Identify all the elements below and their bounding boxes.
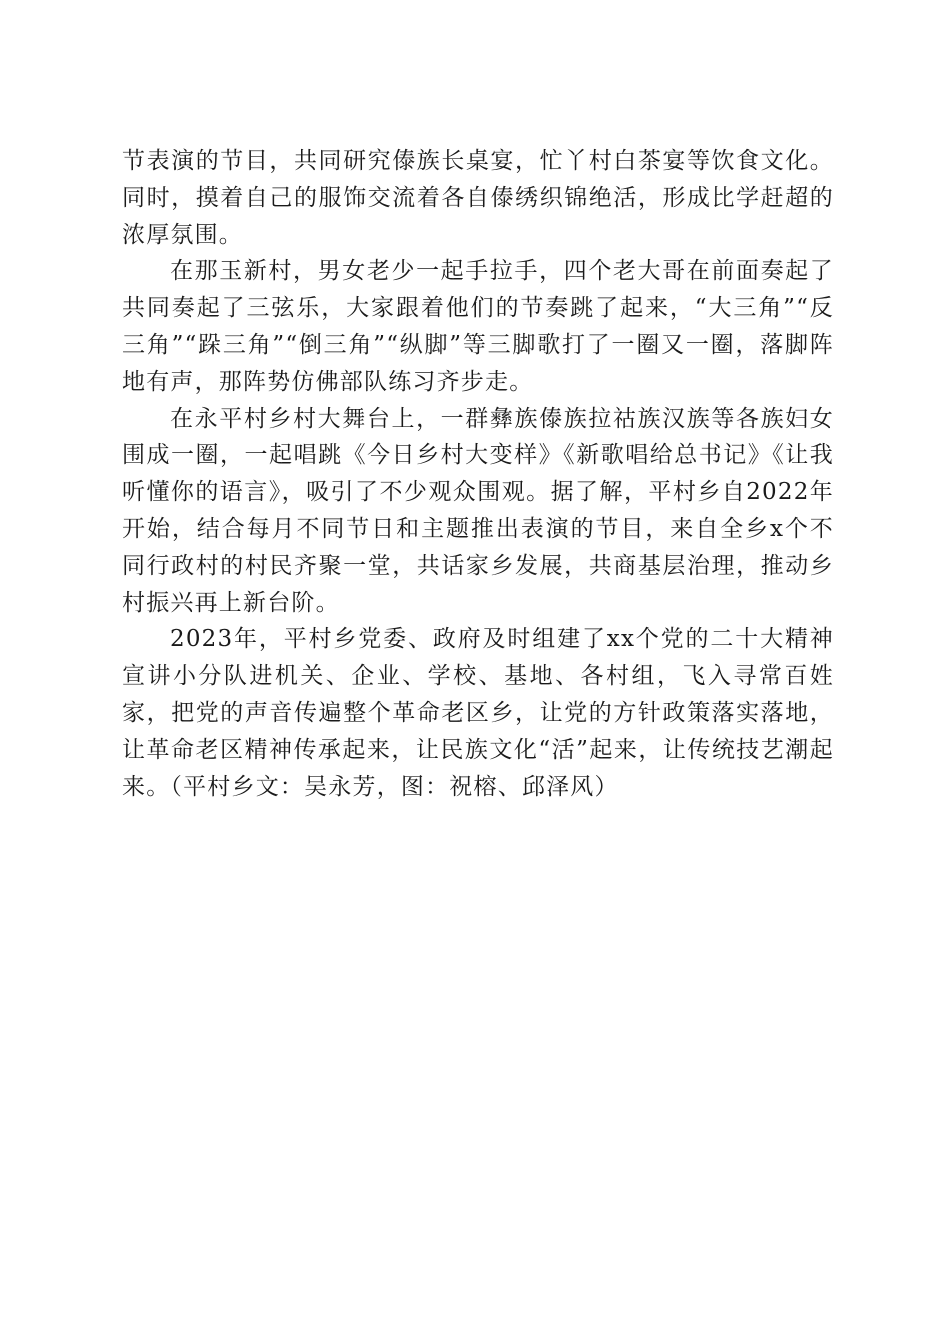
paragraph-yongping-village: 在永平村乡村大舞台上，一群彝族傣族拉祜族汉族等各族妇女围成一圈，一起唱跳《今日乡村大变样》《新歌唱给总书记》《让我听懂你的语言》，吸引了不少观众围观。据了解，平村乡自2022年开始，结合每月不同节日和主题推出表演的节目，来自全乡x个不同行政村的村民齐聚一堂，共话家乡发展，共商基层治理，推动乡村振兴再上新台阶。 [122, 405, 834, 616]
paragraph-nayu-village: 在那玉新村，男女老少一起手拉手，四个老大哥在前面奏起了共同奏起了三弦乐，大家跟着他们的节奏跳了起来，“大三角”“反三角”“跺三角”“倒三角”“纵脚”等三脚歌打了一圈又一圈，落脚阵地有声，那阵势仿佛部队练习齐步走。 [122, 258, 834, 395]
article-body [122, 143, 834, 805]
paragraph-continuation: 节表演的节目，共同研究傣族长桌宴，忙丫村白茶宴等饮食文化。同时，摸着自己的服饰交流着各自傣绣织锦绝活，形成比学赶超的浓厚氛围。 [122, 148, 834, 248]
paragraph-2023-publicity: 2023年，平村乡党委、政府及时组建了xx个党的二十大精神宣讲小分队进机关、企业、学校、基地、各村组，飞入寻常百姓家，把党的声音传遍整个革命老区乡，让党的方针政策落实落地，让革命老区精神传承起来，让民族文化“活”起来，让传统技艺潮起来。（平村乡文：吴永芳，图：祝榕、邱泽风） [122, 626, 834, 800]
